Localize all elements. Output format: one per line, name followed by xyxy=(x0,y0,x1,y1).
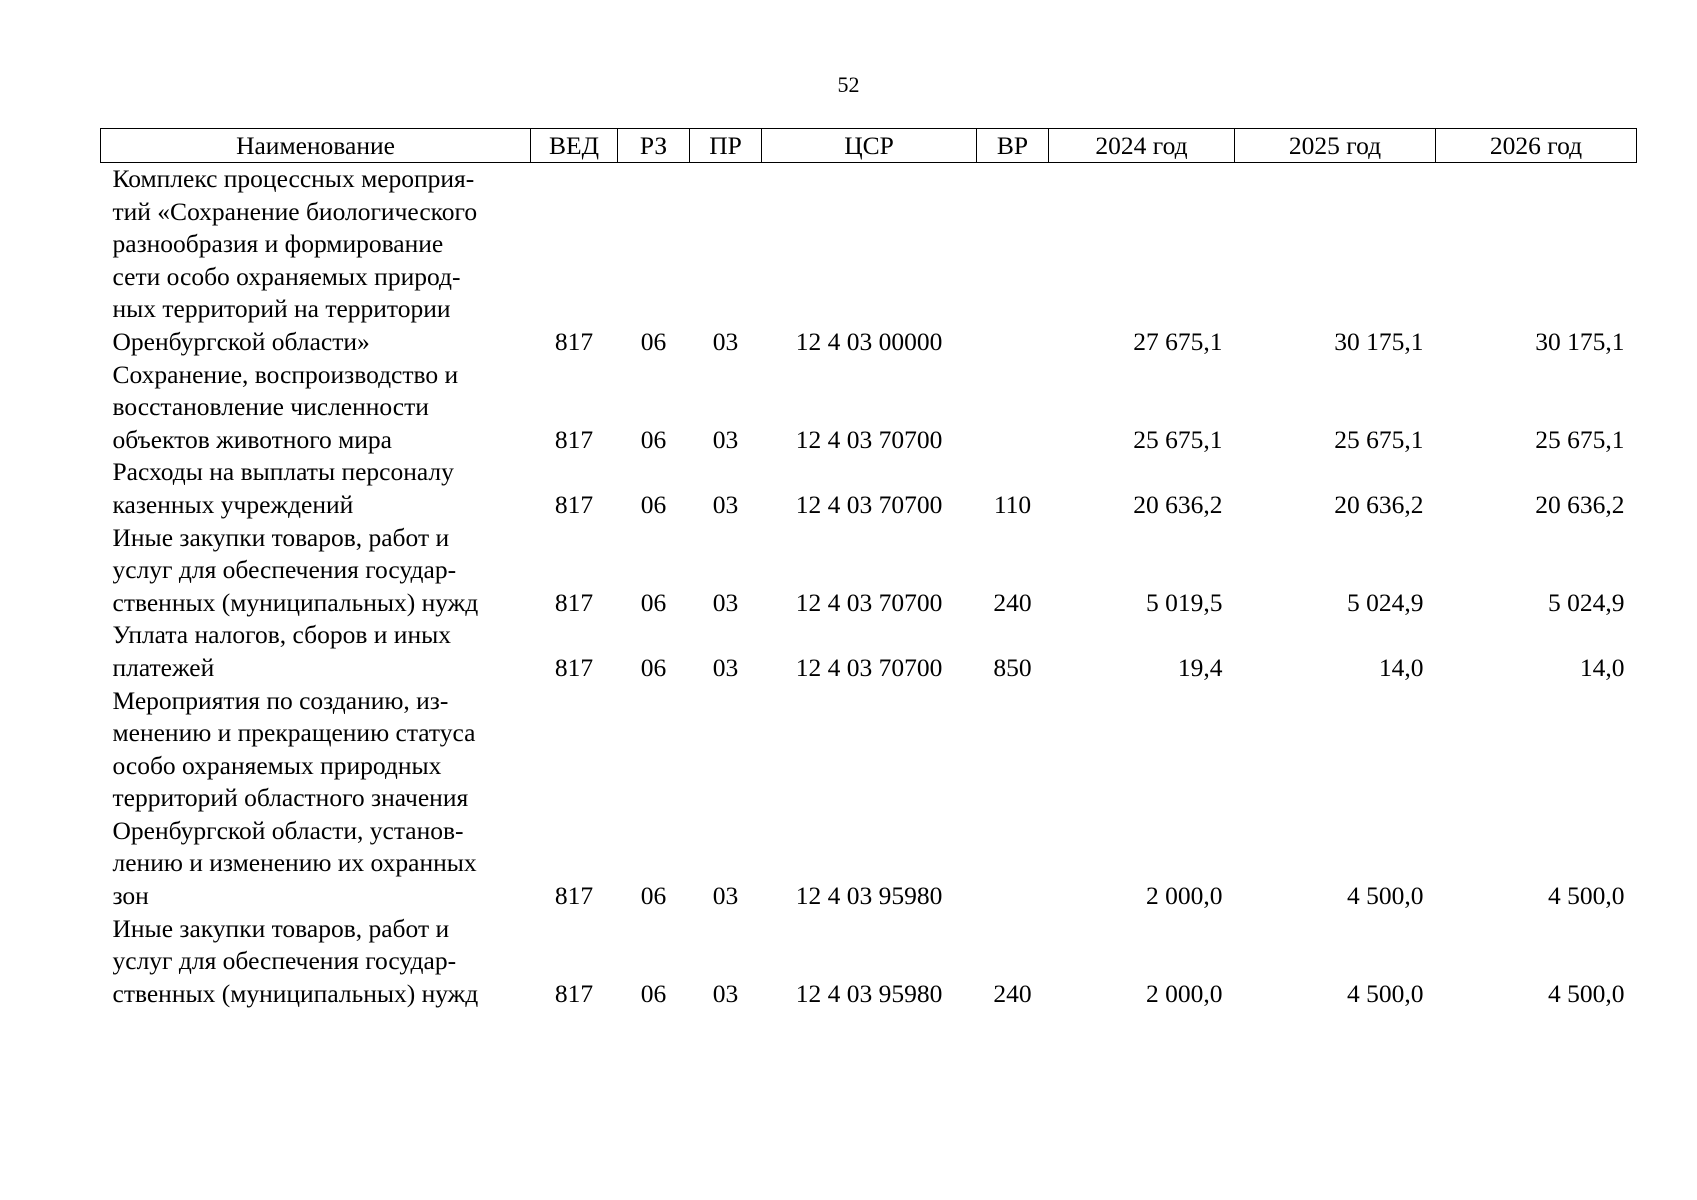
name-line: лению и изменению их охранных xyxy=(112,848,477,878)
cell-2024: 25 675,1 xyxy=(1133,424,1223,454)
name-line: сети особо охраняемых природ- xyxy=(112,261,461,291)
cell-2024: 20 636,2 xyxy=(1133,489,1223,519)
header-csr: ЦСР xyxy=(762,129,977,163)
cell-2026: 4 500,0 xyxy=(1548,978,1625,1008)
cell-pr: 03 xyxy=(712,489,739,519)
cell-2024: 5 019,5 xyxy=(1146,587,1223,617)
name-line: ственных (муниципальных) нужд xyxy=(112,978,479,1008)
cell-vr xyxy=(977,163,1049,359)
cell-csr: 12 4 03 70700 xyxy=(795,424,943,454)
cell-csr: 12 4 03 95980 xyxy=(795,978,943,1008)
table-row xyxy=(101,522,1637,620)
cell-2025: 4 500,0 xyxy=(1347,881,1424,911)
cell-2024: 27 675,1 xyxy=(1133,326,1223,356)
cell-pr: 03 xyxy=(712,652,739,682)
page-number: 52 xyxy=(837,72,860,97)
header-2026: 2026 год xyxy=(1436,129,1637,163)
table-row xyxy=(101,619,1637,684)
name-line: услуг для обеспечения государ- xyxy=(112,946,457,976)
name-line: разнообразия и формирование xyxy=(112,229,444,259)
cell-csr: 12 4 03 00000 xyxy=(795,326,943,356)
cell-2026: 14,0 xyxy=(1579,652,1625,682)
cell-rz: 06 xyxy=(640,587,667,617)
cell-name xyxy=(101,685,531,913)
cell-vr: 110 xyxy=(993,489,1032,519)
name-line: ных территорий на территории xyxy=(112,294,451,324)
header-name: Наименование xyxy=(101,129,531,163)
table-row xyxy=(101,685,1637,913)
name-line: казенных учреждений xyxy=(112,489,354,519)
cell-vr xyxy=(977,685,1049,913)
table-header-row xyxy=(101,129,1637,163)
header-rz: РЗ xyxy=(618,129,690,163)
cell-name xyxy=(101,163,531,359)
name-line: тий «Сохранение биологического xyxy=(112,196,478,226)
name-line: ственных (муниципальных) нужд xyxy=(112,587,479,617)
name-line: Уплата налогов, сборов и иных xyxy=(112,620,451,650)
name-line: территорий областного значения xyxy=(112,783,469,813)
name-line: платежей xyxy=(112,652,215,682)
cell-ved: 817 xyxy=(554,424,594,454)
name-line: Расходы на выплаты персоналу xyxy=(112,457,454,487)
table-row xyxy=(101,163,1637,359)
cell-2026: 5 024,9 xyxy=(1548,587,1625,617)
cell-2024: 19,4 xyxy=(1177,652,1223,682)
name-line: менению и прекращению статуса xyxy=(112,718,476,748)
cell-2025: 20 636,2 xyxy=(1334,489,1424,519)
cell-ved: 817 xyxy=(554,881,594,911)
cell-rz: 06 xyxy=(640,978,667,1008)
name-line: восстановление численности xyxy=(112,392,429,422)
cell-2026: 20 636,2 xyxy=(1535,489,1625,519)
cell-ved: 817 xyxy=(554,489,594,519)
cell-rz: 06 xyxy=(640,326,667,356)
cell-ved: 817 xyxy=(554,587,594,617)
table-body xyxy=(101,163,1637,1011)
cell-ved: 817 xyxy=(554,652,594,682)
cell-vr: 240 xyxy=(993,587,1032,617)
cell-name xyxy=(101,913,531,1011)
table-row xyxy=(101,913,1637,1011)
cell-name xyxy=(101,619,531,684)
name-line: зон xyxy=(112,881,149,911)
name-line: услуг для обеспечения государ- xyxy=(112,555,457,585)
cell-vr xyxy=(977,359,1049,457)
name-line: Оренбургской области» xyxy=(112,326,370,356)
cell-2025: 25 675,1 xyxy=(1334,424,1424,454)
header-vr: ВР xyxy=(977,129,1049,163)
cell-2025: 5 024,9 xyxy=(1347,587,1424,617)
cell-csr: 12 4 03 95980 xyxy=(795,881,943,911)
header-ved: ВЕД xyxy=(531,129,618,163)
cell-2026: 25 675,1 xyxy=(1535,424,1625,454)
cell-pr: 03 xyxy=(712,326,739,356)
name-line: Иные закупки товаров, работ и xyxy=(112,913,450,943)
cell-2024: 2 000,0 xyxy=(1146,881,1223,911)
table-row xyxy=(101,456,1637,521)
name-line: Сохранение, воспроизводство и xyxy=(112,359,459,389)
header-2024: 2024 год xyxy=(1049,129,1235,163)
budget-table xyxy=(100,128,1637,1010)
cell-csr: 12 4 03 70700 xyxy=(795,587,943,617)
header-pr: ПР xyxy=(690,129,762,163)
cell-vr: 850 xyxy=(993,652,1032,682)
cell-pr: 03 xyxy=(712,881,739,911)
cell-name xyxy=(101,522,531,620)
name-line: Оренбургской области, установ- xyxy=(112,815,464,845)
name-line: Мероприятия по созданию, из- xyxy=(112,685,449,715)
cell-name xyxy=(101,456,531,521)
cell-csr: 12 4 03 70700 xyxy=(795,489,943,519)
cell-pr: 03 xyxy=(712,978,739,1008)
name-line: объектов животного мира xyxy=(112,424,393,454)
cell-ved: 817 xyxy=(554,326,594,356)
cell-2025: 14,0 xyxy=(1378,652,1424,682)
cell-vr: 240 xyxy=(993,978,1032,1008)
cell-rz: 06 xyxy=(640,652,667,682)
cell-rz: 06 xyxy=(640,881,667,911)
cell-2026: 4 500,0 xyxy=(1548,881,1625,911)
cell-2024: 2 000,0 xyxy=(1146,978,1223,1008)
cell-csr: 12 4 03 70700 xyxy=(795,652,943,682)
name-line: Иные закупки товаров, работ и xyxy=(112,522,450,552)
cell-2026: 30 175,1 xyxy=(1535,326,1625,356)
name-line: Комплекс процессных мероприя- xyxy=(112,164,475,193)
cell-2025: 4 500,0 xyxy=(1347,978,1424,1008)
cell-pr: 03 xyxy=(712,424,739,454)
header-2025: 2025 год xyxy=(1235,129,1436,163)
cell-rz: 06 xyxy=(640,424,667,454)
cell-rz: 06 xyxy=(640,489,667,519)
cell-2025: 30 175,1 xyxy=(1334,326,1424,356)
cell-ved: 817 xyxy=(554,978,594,1008)
cell-pr: 03 xyxy=(712,587,739,617)
table-row xyxy=(101,359,1637,457)
cell-name xyxy=(101,359,531,457)
name-line: особо охраняемых природных xyxy=(112,750,442,780)
